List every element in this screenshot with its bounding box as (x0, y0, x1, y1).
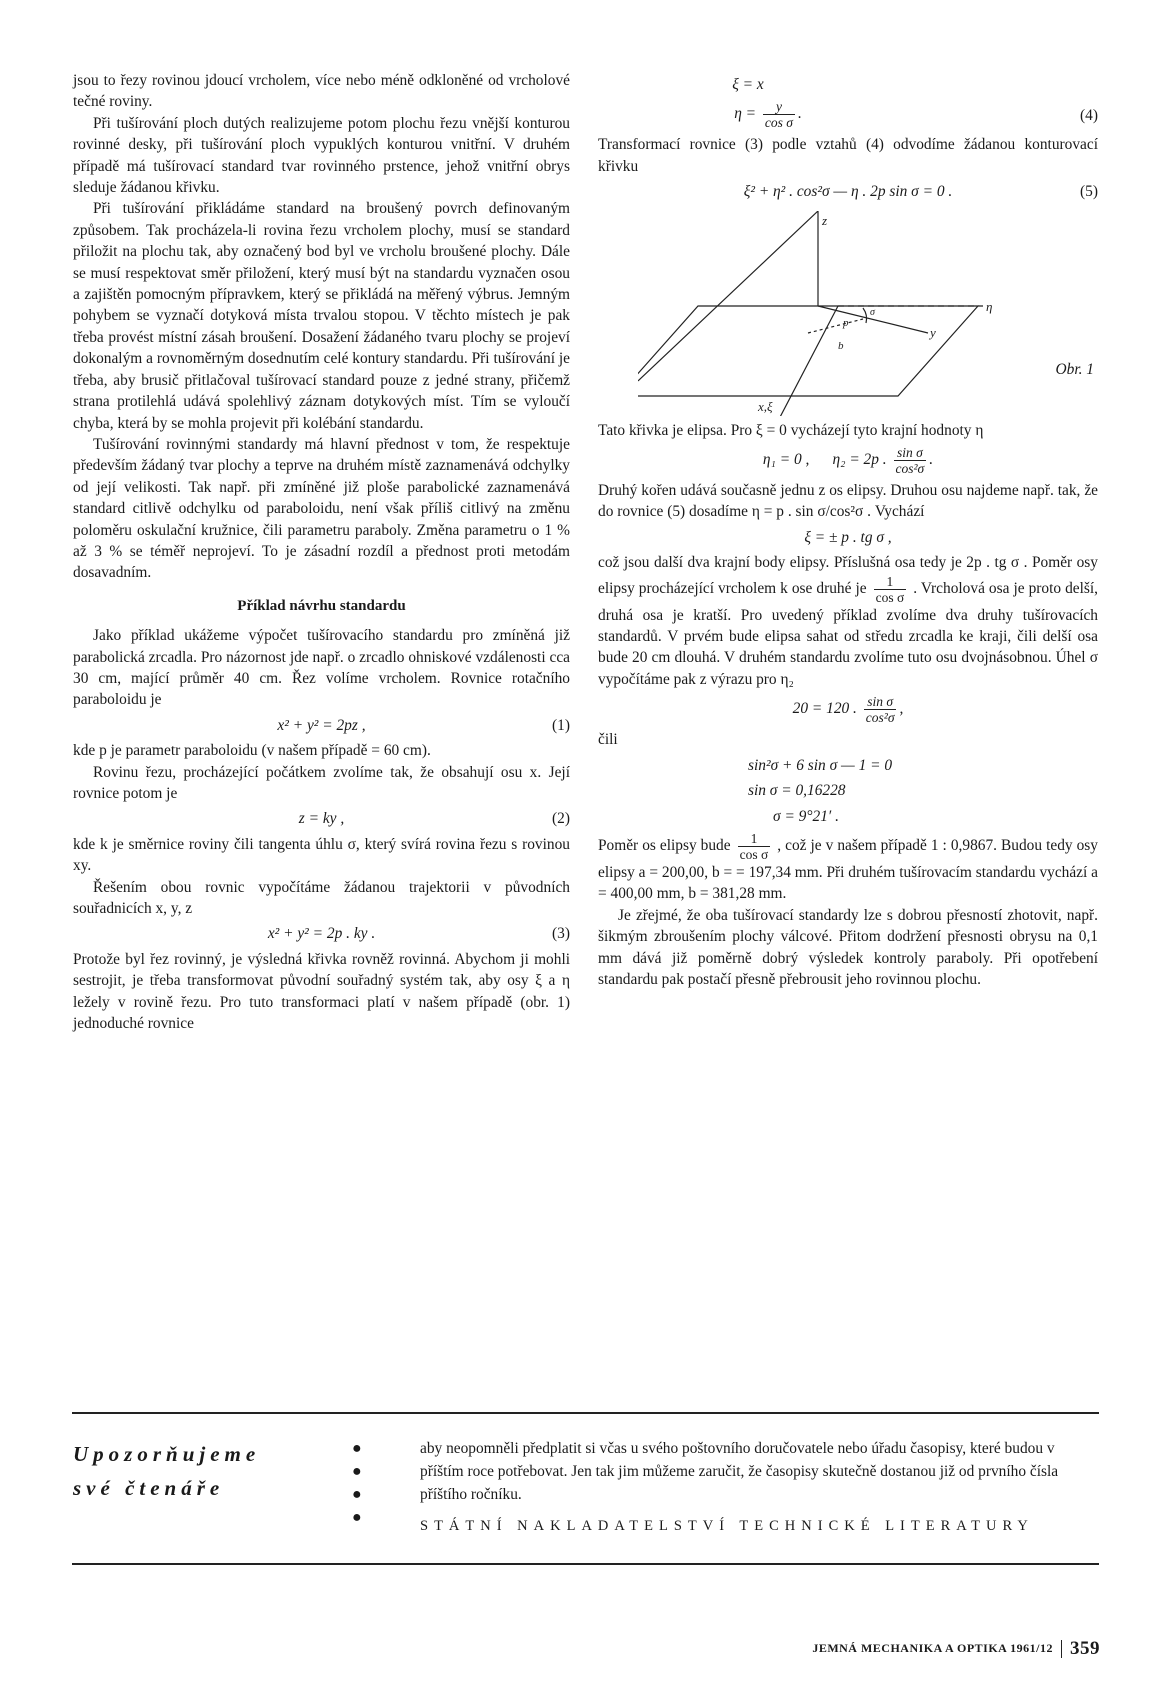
bullet-icon: ● (352, 1440, 362, 1457)
numerator: sin σ (894, 445, 927, 461)
equation-1 (73, 715, 570, 736)
equation-10 (598, 806, 1098, 827)
paragraph: Při tušírování přikládáme standard na broušený povrch definovaným způsobem. Tak procházela-li rovina řezu vrcholem plochy, musí se standard přiložit na plochu tak, aby označený bod byl ve vrcholu broušené plochy. Dále se musí respektovat směr přiložení, který musí být na standardu vyznačen osou a zajištěn pomocným přípravkem, který se přikládá na měřený výbrus. Jemným pohybem se vyznačí dotyková místa trvalou stopou. V těchto místech je pak třeba provést místní zásah broušení. Dosažení žádaného tvaru plochy se projeví dokonalým a rovnoměrným dosednutím celé kontury standardu. Při tušírování je třeba, aby brusič přitlačoval tušírovací standard pouze z jedné strany, přičemž strana protilehlá udává spolehlivý záznam dotykových míst. Tím se vyloučí chyba, která by se mohla projevit při kolébání standardu. (73, 200, 570, 432)
paragraph-part: . Vrcholová osa je proto delší, druhá osa je kratší. Pro uvedený příklad zvolíme dva druhy tušírovacích standardů. V prvém bude elipsa sahat od středu zrcadla ke kraji, čili delší osa bude 20 cm dlouhá. V druhém standardu zvolíme tuto osu dvojnásobnou. Úhel σ vypočítáme pak z výrazu pro η₂ (598, 579, 1099, 688)
paragraph-part: Poměr os elipsy bude (598, 836, 731, 854)
fraction (763, 99, 795, 130)
equation-5 (598, 181, 1098, 202)
label-p: p (843, 316, 849, 329)
paragraph: Druhý kořen udává současně jednu z os elipsy. Druhou osu najdeme např. tak, že do rovnice (5) dosadíme η = p . sin σ/cos²σ . Vychází (598, 482, 1098, 521)
coordinate-diagram (638, 211, 1018, 416)
label-eta: η (986, 298, 993, 314)
equation-text: σ = 9°21′ . (773, 807, 839, 825)
equation-number: (5) (1080, 183, 1098, 201)
paragraph-part: , což je v našem případě 1 : 0,9867. Budou tedy osy elipsy a = 200,00, b = = 197,34 mm. Při druhém tušírovacím standardu vychází a = 400,00 mm, b = 381,28 mm. (598, 836, 1098, 903)
fraction (894, 445, 927, 476)
label-x-xi: x,ξ (758, 398, 773, 414)
denominator: cos²σ (865, 710, 895, 726)
figure-1 (598, 211, 1098, 416)
xy-plane (638, 306, 978, 396)
equation-text: η₁ = 0 , (762, 451, 810, 469)
fraction (738, 831, 771, 862)
equation-text: η = (734, 105, 757, 123)
label-z: z (822, 212, 828, 228)
publisher-name: STÁTNÍ NAKLADATELSTVÍ TECHNICKÉ LITERATURY (420, 1518, 1034, 1534)
equation-9 (598, 780, 1098, 801)
numerator: y (763, 99, 795, 115)
footer-separator (1061, 1640, 1062, 1658)
equation-text: x² + y² = 2pz , (277, 716, 366, 734)
equation-number: (3) (552, 925, 570, 943)
paragraph: Řešením obou rovnic vypočítáme žádanou trajektorii v původních souřadnicích x, y, z (73, 878, 570, 918)
equation-text: η₂ = 2p . (832, 451, 887, 469)
paragraph (598, 831, 1098, 905)
equation-text: ξ = x (732, 76, 764, 93)
figure-caption: Obr. 1 (1055, 360, 1094, 378)
notice-heading-line: své čtenáře (73, 1476, 225, 1500)
fraction (874, 574, 907, 605)
denominator: cos σ (739, 846, 769, 862)
equation-3 (73, 923, 570, 944)
left-column (73, 70, 570, 1034)
equation-eta-values: η₁ = 0 , η₂ = 2p . $\frac{\text{sin σ}}{\text{cos²σ}}$ . (762, 445, 934, 477)
paragraph: Je zřejmé, že oba tušírovací standardy lze s dobrou přesností zhotovit, např. šikmým zbroušením plochy válcové. Přitom dodržení přesnosti obrysu na 0,1 mm dává již poměrně dobrý výsledek kontroly paraboly. Při opotřebení standardu pak postačí přesně přebrousit jeho rovinnou plochu. (598, 906, 1098, 988)
numerator: 1 (738, 831, 771, 847)
paragraph: Při tušírování ploch dutých realizujeme potom plochu řezu vnější konturou rovinné desky, při tušírování ploch vypuklých konturou vnitřní. V druhém případě má tušírovací standard tvar rovinného prstence, jehož vnitřní obrys sleduje žádanou křivku. (73, 114, 570, 197)
notice-heading (73, 1437, 260, 1505)
bullet-icon: ● (352, 1463, 362, 1480)
equation-7 (598, 694, 1098, 725)
equation-text: ξ² + η² . cos²σ — η . 2p sin σ = 0 . (743, 183, 953, 201)
equation-text: sin²σ + 6 sin σ — 1 = 0 (748, 756, 893, 774)
equation-number: (2) (552, 810, 570, 828)
page-footer (812, 1638, 1100, 1660)
equation-text: z = ky , (298, 810, 345, 828)
equation-4b: η = $\frac{y}{\text{cos σ}}$ . (4) (734, 99, 1098, 131)
paragraph: Protože byl řez rovinný, je výsledná křivka rovněž rovinná. Abychom ji mohli sestrojit, je třeba transformovat původní souřadný systém tak, aby osy ξ a η ležely v rovině řezu. Pro tuto transformaci platí v našem případě (obr. 1) jednoduché rovnice (73, 950, 570, 1033)
equation-text: sin σ = 0,16228 (748, 782, 846, 800)
ellipse-chord (808, 316, 863, 333)
equation-number: (4) (1080, 107, 1098, 125)
label-y: y (930, 324, 936, 340)
paragraph: čili (598, 731, 618, 749)
numerator: sin σ (864, 694, 897, 710)
page-number: 359 (1070, 1638, 1100, 1659)
equation-text: 20 = 120 . (792, 700, 857, 718)
denominator: cos²σ (895, 461, 925, 477)
paragraph (598, 552, 1098, 690)
paragraph-part: což jsou další dva krajní body elipsy. Příslušná osa tedy je 2p . tg σ . Poměr osy elipsy procházející vrcholem k ose druhé je (598, 554, 1098, 597)
x-axis (778, 306, 838, 416)
denominator: cos σ (764, 115, 793, 131)
section-heading: Příklad návrhu standardu (237, 597, 406, 614)
bullet-icon: ● (352, 1486, 362, 1503)
equation-2 (73, 808, 570, 829)
divider-bottom (72, 1563, 1099, 1565)
paragraph: kde k je směrnice roviny čili tangenta úhlu σ, který svírá rovina řezu s rovinou xy. (73, 835, 570, 875)
notice-heading-line: Upozorňujeme (73, 1442, 261, 1466)
paragraph: kde p je parametr paraboloidu (v našem případě = 60 cm). (73, 742, 431, 760)
paragraph: Transformací rovnice (3) podle vztahů (4) odvodíme žádanou konturovací křivku (598, 136, 1098, 175)
denominator: cos σ (875, 589, 905, 605)
label-sigma: σ (870, 306, 875, 318)
equation-text: x² + y² = 2p . ky . (267, 925, 376, 943)
paragraph: Tušírování rovinnými standardy má hlavní přednost v tom, že respektuje především žádaný tvar plochy a teprve na druhém místě zaznamenává odchylky od její velikosti. Tak např. při zmíněné již ploše parabolické zaznamenává standard citlivě odchylku od paraboloidu, není však příliš citlivý na změnu poloměru oskulační kružnice, čili parametru paraboly. Změna parametru o 1 % až 3 % se téměř neprojeví. To je zásadní rozdíl a přednost proti metodám dosavadním. (73, 435, 570, 582)
bullet-icon: ● (352, 1509, 362, 1526)
paragraph: Tato křivka je elipsa. Pro ξ = 0 vycházejí tyto krajní hodnoty η (598, 421, 984, 439)
paragraph: jsou to řezy rovinou jdoucí vrcholem, více nebo méně odkloněné od vrcholové tečné roviny. (73, 72, 570, 111)
notice-bullets (352, 1437, 362, 1529)
equation-text: ξ = ± p . tg σ , (804, 528, 892, 546)
divider-top (72, 1412, 1099, 1414)
notice-body: aby neopomněli předplatit si včas u svého poštovního doručovatele nebo úřadu časopisy, které budou v příštím roce potřebovat. Jen tak jim můžeme zaručit, že časopisy skutečně dostanou již od prvního čísla příštího ročníku. (420, 1440, 1059, 1503)
equation-4a (598, 74, 1098, 95)
equation-6 (598, 527, 1098, 548)
paragraph: Rovinu řezu, procházející počátkem zvolíme tak, že obsahují osu x. Její rovnice potom je (73, 763, 570, 802)
paragraph: Jako příklad ukážeme výpočet tušírovacího standardu pro zmíněná již parabolická zrcadla. Pro názornost jde např. o zrcadlo ohniskové vzdálenosti cca 30 cm, mající průměr 40 cm. Řez volíme vrcholem. Rovnice rotačního paraboloidu je (73, 627, 570, 709)
oblique-axis (638, 211, 818, 381)
fraction (864, 694, 897, 725)
equation-number: (1) (552, 716, 570, 734)
equation-text: , (899, 700, 904, 718)
right-column (598, 70, 1098, 990)
label-b: b (838, 339, 844, 352)
numerator: 1 (874, 574, 907, 590)
equation-8 (598, 755, 1098, 776)
sigma-arc (863, 308, 867, 323)
journal-name: JEMNÁ MECHANIKA A OPTIKA 1961/12 (812, 1640, 1053, 1655)
